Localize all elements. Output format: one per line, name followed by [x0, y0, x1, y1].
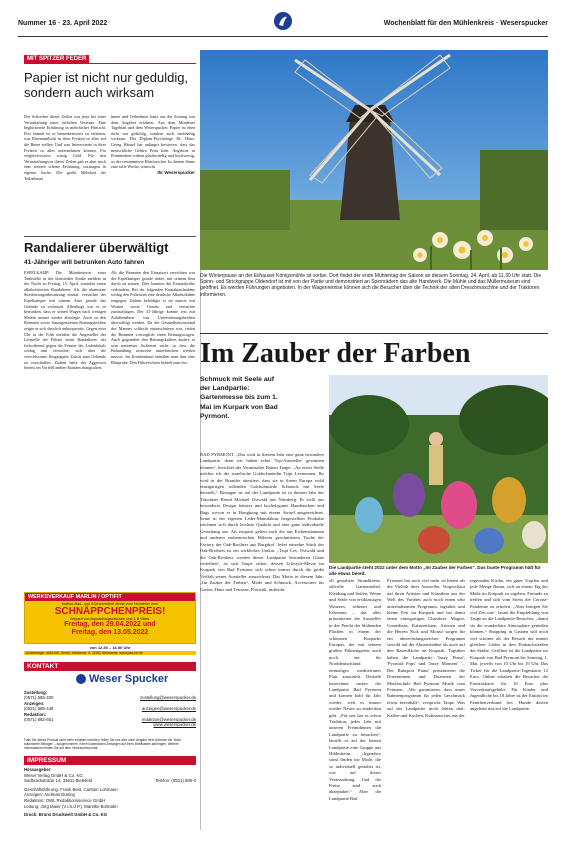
randal-subline: 41-Jähriger will betrunken Auto fahren — [24, 259, 145, 266]
main-subhead: Schmuck mit Seele auf der Landpartie: Gartenmesse bis zum 1. Mai im Kurpark von Bad Pyrmont. — [200, 376, 278, 420]
garden-photo — [329, 375, 548, 563]
zustellung-email[interactable]: zustellung@weserspucker.de — [140, 695, 196, 701]
garden-caption: Die Landpartie steht 2022 unter dem Motto „Im Zauber der Farben“. Das bunte Programm hält für alle etwas bereit. — [329, 565, 541, 576]
ad-time: von 12.30 – 16.00 Uhr — [89, 645, 131, 650]
kontakt-row: Anzeigen: (0521) 585-448 anzeigen@weserspucker.de — [24, 700, 196, 712]
ad-address: Anlieferlager: AMA-BR, GmbH, Meckerstr. 5, 32351 Stemwede, www.jaka-hh.de — [24, 651, 196, 655]
randal-text-1: ESPELKAMP. Die Mitarbeiterin einer Tankstelle in der Isenstedter Straße meldete in der Nacht zu Freitag, 15. April, zunächst einen alkoholisierten Randalierer. Als die alarmierte Streifenwagenbesatzung eintraf, versuchte der Espelkamper mit seinem Auto gerade das Gelände zu verlassen. Allerdings war er so betrunken, dass er seinen Wagen nach wenigen Metern immer wieder abwürgte. Auch zu den Beamten sowie hinzugerufenen Rettungskräften zeigte er sich deutlich unkooperativ. Gegen zwei Uhr in der Früh meldete die Angestellte der Leitstelle der Polizei einen Randalierer, der fortwährend gegen die Fenster des Ladenlokals schlug und versuchte, sich über die verschlossene Eingangstür Zutritt zum Gebäude zu verschaffen. Zudem hatte der Aggressor bereits im Vorfeld andere Kunden drangsaliert. — [24, 270, 106, 371]
kontakt-row: Zustellung: (0571) 585-400 zustellung@weserspucker.de — [24, 690, 196, 701]
main-col-a: BAD PYRMONT. „Das wird in diesem Jahr eine ganz besondere Landpartie, denn wir haben echte 'Top-Aussteller' gewinnen können“, berichtet der Veranstalter Rainer Taupe. „An erster Stelle möchte ich die israelische Goldschmiedin Tsipi Levnennen. Ihr wird in der Branche attestiert, dass sie in ihrem Europa wohl einzigartigen rollenden Goldschmiede Schmuck mit Seele herstellt.“ Bretagne ist auf der Landpartie ist in diesem Jahr der Tätschner Bernd Michael Ostwald aus Nürnberg. Er stellt aus besonderes Design feinster und hochelegante Handtaschen und Bags wovon er in Hongkong mit einem Award ausgezeichnet. Seine in der eigenen Leder-Manufaktur hergestellten Produkte zeichnen sich durch höchste Qualität und eine ganz individuelle Gestaltung aus. Als exquisit gelten auch die aus Eichenstämmen und anderen einheimischen Hölzern geschnitteten Tische der Factory der Oak-Brothers aus Burgdorf. Jedes einzelne Stück der Oak-Brothers ist ein wirkliches Unikat. „Tsipi Lev, Ostwald und die Oak-Brothers werden dieser Landpartie besonderen Glanz verleihen“, ist sich Taupe sicher, dessen Lifestyle-Messe im Kurpark von Bad Pyrmont sich schon immer durch die große Vielfalt seiner Aussteller auszeichnet. Das Motto in diesem Jahr: „Im Zauber der Farben“. Mode und Schmuck, Accessoires für Garten, Haus und Terrasse, Floristik, individu- — [200, 452, 324, 592]
column-label: MIT SPITZER FEDER — [24, 55, 89, 63]
randal-text-2: Als die Beamten den Einsatzort erreichten war der Espelkamper gerade dabei, mit seinem Seat durch zu starten. Dies konnten die Einsatzkräfte verhindern. Bei der folgenden Kontaktaufnahme schlug den Polizisten eine deutliche Alkoholfahne entgegen. Zudem beleidigte er sie massiv mit Worten sowie Gesten und versuchte zuzuschlagen. Der 41-Jährige konnte erst mit Zuhilfenahme von Unterstützungskräften überwältigt werden. Da der Gesundheitszustand des Mannes schlecht einzuschätzen war, riefen die Beamten vorsorglich einen Rettungswagen. Auch gegenüber den Rettungskräften ändere er sein renitentes Auftreten nicht, so dass die Behandlung zeitweise unterbrochen werden musste. Im Krankenhaus entnahm man ihm eine Blutprobe. Den Führerschein behielt man ein. — [111, 270, 195, 365]
kontakt-table — [24, 690, 196, 728]
header-publication: Wochenblatt für den Mühlenkreis · Weserspucker — [383, 20, 548, 27]
weserspucker-logo: Weser Spucker — [76, 672, 168, 686]
redaktion-email[interactable]: redaktion@weserspucker.de — [141, 717, 196, 723]
kontakt-note: Falls Sie dieses Produkt nicht mehr erhalten möchten, teilen Sie uns dies unter Angabe Ihrer Adresse mit. Nicht autorisierte Beilagen – ausgenommen. Keine kostenlosen Zeitungen auf Ihren Briefkasten anbringen. Weitere Informationen finden Sie auf dem Verbraucherportal. — [24, 738, 181, 750]
main-col-c: Pyrmont hat noch viel mehr zu bieten als die Vielfalt ihrer Aussteller. Vorgeschaut auf ihren Artisten und Künstlern aus der Welt des Variétés auch noch einen sehr unterhaltsamen Programm, tagsüber und kleine Fest im Kurpark und hat damit einen einzigartigen Charakter. Magier, Comedians, Kabarettisten, Artisten und die Herren Nick und Monsö sorgen für ein abwechslungsreiches Programm sowohl auf der Aktionsbühne als auch auf den Rasenfläche im Kurpark. Tagsüber haben die Landpartie 'Jazzy Piano', 'Pyramid Pops' und 'Jazzy Moment' '... Der Ruhrpott Piano' präsentieren die Dozentinnen und Dozenten der Musikschule Bad Pyrmont Musik vom Feinsten. „Wir garantieren, dass unser Rahmenprogramm für jeden Geschmack etwas bereithält“, verspricht Taupe. Was auf der Landpartie nicht fehlen darf: Kaffee und Kuchen, Kulinarisches aus der — [387, 578, 465, 718]
column-text-2: innen und Teilnehmer hatte aus der Zeitung von dem Angebot erfahren. Aus dem Mindener Tageblatt und dem Weserspucker. Papier ist eben nicht nur geduldig, sondern auch nachhaltig wirksam. Der Diplom-Psychologe Dr. Hans-Georg Häusel hat unlängst bewiesen, dass das menschliche Gehirn Print liebt. Angebote in Printmedien wirken glaubwürdig und hochwertig, so der renommierte Hirnforscher. In diesem Sinne eine tolle Woche, wünscht Ihr Weserspucker — [111, 114, 195, 175]
windmill-caption: Die Winterpause an der Eilhauser Königsmühle ist vorbei. Dort findet der erste Mühlentag der Saison an diesem Sonntag, 24. April, ab 11.30 Uhr statt. Die Spinn- und Strickgruppe Oldendorf ist mit von der Partie und demonstriert an Spinnrädern das alte Handwerk. Die Mühle und das Müllermuseum sind geöffnet. Es werden Führungen angeboten. In der Wagenremise können sich die Besucher über die Technik der alten Dreschmaschine und der Traktoren informieren. — [200, 273, 542, 298]
kontakt-label: KONTAKT — [24, 662, 196, 671]
ad-date2: Freitag, den 13.05.2022 — [71, 629, 149, 636]
werksverkauf-ad[interactable] — [24, 592, 196, 644]
column-sign: Ihr Weserspucker — [157, 169, 195, 175]
main-col-d: regionalen Küche, ein guter Tropfen und jede Menge Raum, sich an einem Tag der Muße im Kurpark zu ergehen, Freunde zu treffen und sich vom Stress der Corona-Pandemie zu erholen. „Aber bringen Sie viel Zeit mit“, lautet die Empfehlung von Taupe an die Landpartie-Besucher, „damit sie die wunderbare Atmosphäre genießen können.“ Shopping in Grünen soll noch viel schöner als der Besuch der immer gleichen Läden in den Einkaufsstraßen der Städte. Geöffnet ist die Landpartie im Kurpark von Bad Pyrmont bis Sonntag, 1. Mai, jeweils von 10 Uhr bis 19 Uhr. Das Ticket für die Landpartie-Tageskarte 12 Euro. Online erhalten die Besucher die Eintrittskarte für 10 Euro plus Vorverkaufsgebühr. Für Kinder und Jugendliche bis 18 Jahre ist der Eintritt im Familienverbund frei. Hunde dürfen angeleint mit auf die Landpartie. — [470, 578, 548, 712]
main-col-b: ell gestaltete Strandkörbe, stilvolle Gartenmöbel, Kleidung und Seifen, Weine und Seide von erstklassigen Winzern, seltenes und Erlesenes – das alles präsentieren die Aussteller in der Pracht der blühenden Flächen in einem der schönsten Kurparks Europas, der mit seinem großen Palmengarten auch noch ein für Norddeutschland einmaliges mediterranes Flair ausstrahlt. Deshalb bezeichnet sucher die Landpartie Bad Pyrmont und konnen bald für Jahr wieder, weil es immer wieder Neues zu entdecken gibt. „Für uns hat es schon Tradition, jedes Jahr mit unseren Freundinnen die Landpartie zu besuchen“, betrifft es auf der letzten Landpartie eine Gruppe aus Hildesheim. „Irgendwo sonst finden wir Mode, die so individuell gestaltet ist, wie auf dieser Veranstaltung. Und die Preise sind auch akzeptabel.“ Aber die Landpartie Bad — [329, 578, 381, 801]
ad-line2: Verkauf von Ausstellungsstücken und 1 B Ware. — [69, 617, 151, 621]
website-link[interactable]: www.weserspucker.de — [153, 722, 196, 728]
impressum-block: Herausgeber: Weser Verlag GmbH & Co. KG Sudbrackstraße 14, 33611 Bielefeld Telefon: (0521) 585-0 Geschäftsführung: Frank Best, Carsten Lohmann Anzeigen: Andreas Düning Redaktion: OWL Redaktionsservice GmbH Leitung: Jörg Maier (V.i.S.d.P.), Marelke Bolmahn Druck: Bruns Druckwelt GmbH & Co. KG — [24, 767, 196, 818]
ad-title: WERKSVERKAUF MARLIN / OPTIFIT — [25, 593, 195, 601]
ad-date1: Freitag, den 29.04.2022 und — [64, 621, 156, 628]
column-text-1: Der Schreiber dieser Zeilen war jetzt bei einer Veranstaltung eines örtlichen Vereines. Eine beglückende Erfahrung in mehrfacher Hinsicht. Erst einmal ist es bemerkenswert zu erfahren, was Ehrenamtliche in ihrer Freizeit so alles auf die Beine stellen. Und was Interessierte in ihrer Freizeit so alles unternehmen können. Für vergleichsweise wenig Geld. Für den Veranstaltungsort dieser Zeilen gab es aber noch eine weitere schöne Erfahrung, sozusagen in eigener Sache. Die große Mehrheit der Teilnehmer — [24, 114, 106, 181]
anzeigen-email[interactable]: anzeigen@weserspucker.de — [141, 706, 196, 712]
logo-icon — [76, 674, 86, 684]
impressum-label: IMPRESSUM — [24, 756, 196, 765]
windmill-photo — [200, 50, 548, 270]
kontakt-row — [24, 722, 196, 727]
column-headline: Papier ist nicht nur geduldig, sondern auch wirksam — [24, 70, 189, 100]
kontakt-row: Redaktion: (0571) 882-651 redaktion@weserspucker.de — [24, 711, 196, 723]
issue-date: Nummer 16 · 23. April 2022 — [18, 20, 108, 27]
ad-line1: Marlon-Bad- und Küchenmöbel direkt vom Hersteller zum — [61, 602, 159, 606]
page-header — [18, 18, 548, 34]
main-headline: Im Zauber der Farben — [200, 338, 471, 369]
randal-headline: Randalierer überwältigt — [24, 240, 169, 255]
header-emblem — [274, 12, 292, 30]
ad-big: SCHNÄPPCHENPREIS! — [54, 606, 166, 617]
